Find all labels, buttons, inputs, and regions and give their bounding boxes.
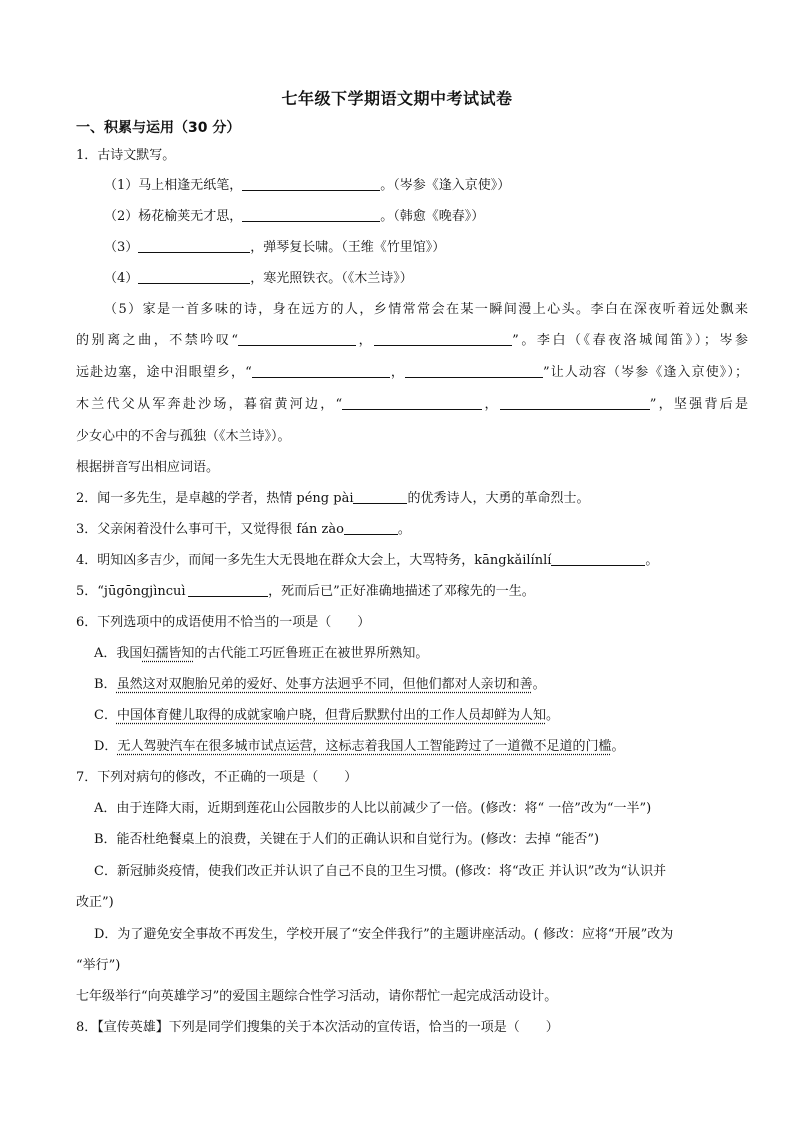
item-text: （4） [104,271,139,286]
question-7-option-a[interactable]: A．由于连降大雨，近期到莲花山公园散步的人比以前减少了一倍。(修改：将“ 一倍”改为“一半”) [94,801,652,816]
question-text: 。 [397,522,411,537]
question-1-item-5-line-5: 少女心中的不舍与孤独（《木兰诗》）。 [76,429,291,444]
question-text: 。 [645,553,659,568]
item-text: （3） [104,240,139,255]
item-text: ”，坚强背后是 [649,397,748,412]
item-text: ， [482,397,500,412]
item-text: 木兰代父从军奔赴沙场，暮宿黄河边，“ [76,397,343,412]
question-1-item-1 [104,176,748,196]
item-text: 的别离之曲，不禁吟叹“ [76,333,239,348]
answer-blank[interactable] [353,489,407,504]
item-text: ，寒光照铁衣。（《木兰诗》） [250,271,413,286]
marked-text: 无人驾驶汽车在很多城市试点运营，这标志着我国人工智能跨过了一道微不足道的门槛 [117,739,612,754]
pinyin-instruction: 根据拼音写出相应词语。 [76,460,220,475]
question-1-item-5-line-4 [76,395,748,415]
item-text: ， [356,333,375,348]
question-1-item-2 [104,207,748,227]
question-1-item-4 [104,269,748,289]
question-4 [76,551,748,571]
question-text: 2．闻一多先生，是卓越的学者，热情 péng pài [76,491,354,506]
answer-blank[interactable] [252,363,390,378]
question-6-stem: 6．下列选项中的成语使用不恰当的一项是（ ） [76,615,371,630]
item-text: （2）杨花榆荚无才思， [104,209,243,224]
question-7-option-c-continued: 改正”) [76,895,114,910]
item-text: ，弹琴复长啸。（王维《竹里馆》） [250,240,446,255]
answer-blank[interactable] [242,207,380,222]
item-text: 。（韩愈《晚春》） [380,209,485,224]
answer-blank[interactable] [238,331,356,346]
option-text: 。 [545,708,559,723]
question-1-item-5-line-2 [76,331,748,351]
question-6-option-d[interactable] [94,737,748,757]
question-1-item-5-line-1: （5）家是一首多味的诗，身在远方的人，乡情常常会在某一瞬间漫上心头。李白在深夜听着远处飘来 [104,302,748,317]
option-text: 。 [532,677,546,692]
answer-blank[interactable] [188,582,268,597]
question-7-option-b[interactable]: B．能否杜绝餐桌上的浪费，关键在于人们的正确认识和自觉行为。(修改：去掉 “能否”) [94,832,600,847]
activity-instruction: 七年级举行“向英雄学习”的爱国主题综合性学习活动，请你帮忙一起完成活动设计。 [76,989,558,1004]
page-title: 七年级下学期语文期中考试试卷 [281,89,513,108]
item-text: ”让人动容（岑参《逢入京使》）； [542,365,748,380]
answer-blank[interactable] [551,551,645,566]
item-text: 。（岑参《逢入京使》） [380,178,511,193]
option-text: 的古代能工巧匠鲁班正在被世界所熟知。 [194,646,429,661]
question-3 [76,520,748,540]
question-5 [76,582,748,602]
option-text: B． [94,677,117,692]
question-text: 4．明知凶多吉少，而闻一多先生大无畏地在群众大会上，大骂特务，kāngkǎilínlí [76,553,552,568]
question-text: 3．父亲闲着没什么事可干，又觉得很 fán zào [76,522,344,537]
item-text: 远赴边塞，途中泪眼望乡，“ [76,365,252,380]
question-text: 的优秀诗人，大勇的革命烈士。 [407,491,590,506]
option-text: D． [94,739,118,754]
item-text: ”。李白（《春夜洛城闻笛》）；岑参 [512,333,748,348]
answer-blank[interactable] [500,395,650,410]
question-1-item-5-line-3 [76,363,748,383]
question-2 [76,489,748,509]
question-text: ，死而后已”正好准确地描述了邓稼先的一生。 [268,584,535,599]
question-text: 5．“jūgōngjìncuì [76,584,186,599]
answer-blank[interactable] [242,176,380,191]
option-text: C． [94,708,117,723]
item-text: （1）马上相逢无纸笔， [104,178,243,193]
marked-text: 中国体育健儿取得的成就家喻户晓，但背后默默付出的工作人员却鲜为人知 [116,708,546,723]
answer-blank[interactable] [405,363,543,378]
marked-text: 虽然这对双胞胎兄弟的爱好、处事方法迥乎不同，但他们都对人亲切和善 [116,677,533,692]
question-6-option-c[interactable] [94,706,748,726]
question-7-option-d-continued: “举行”) [76,958,121,973]
answer-blank[interactable] [138,269,250,284]
option-text: 。 [611,739,625,754]
question-7-option-c[interactable]: C．新冠肺炎疫情，使我们改正并认识了自己不良的卫生习惯。(修改：将“改正 并认识”改为“认识并 [94,864,667,879]
answer-blank[interactable] [342,395,482,410]
question-1-stem: 1．古诗文默写。 [76,148,176,163]
question-7-stem: 7．下列对病句的修改，不正确的一项是（ ） [76,770,358,785]
option-text: A．我国 [94,646,143,661]
question-1-item-3 [104,238,748,258]
question-8-stem: 8．【宣传英雄】下列是同学们搜集的关于本次活动的宣传语，恰当的一项是（ ） [76,1020,559,1035]
answer-blank[interactable] [374,331,512,346]
question-6-option-a[interactable] [94,644,748,664]
section-heading: 一、积累与运用（30 分） [76,120,241,136]
marked-text: 妇孺皆知 [142,646,195,661]
item-text: ， [389,365,405,380]
answer-blank[interactable] [344,520,398,535]
question-7-option-d[interactable]: D．为了避免安全事故不再发生，学校开展了“安全伴我行”的主题讲座活动。( 修改：应将“开展”改为 [94,927,674,942]
question-6-option-b[interactable] [94,675,748,695]
answer-blank[interactable] [138,238,250,253]
